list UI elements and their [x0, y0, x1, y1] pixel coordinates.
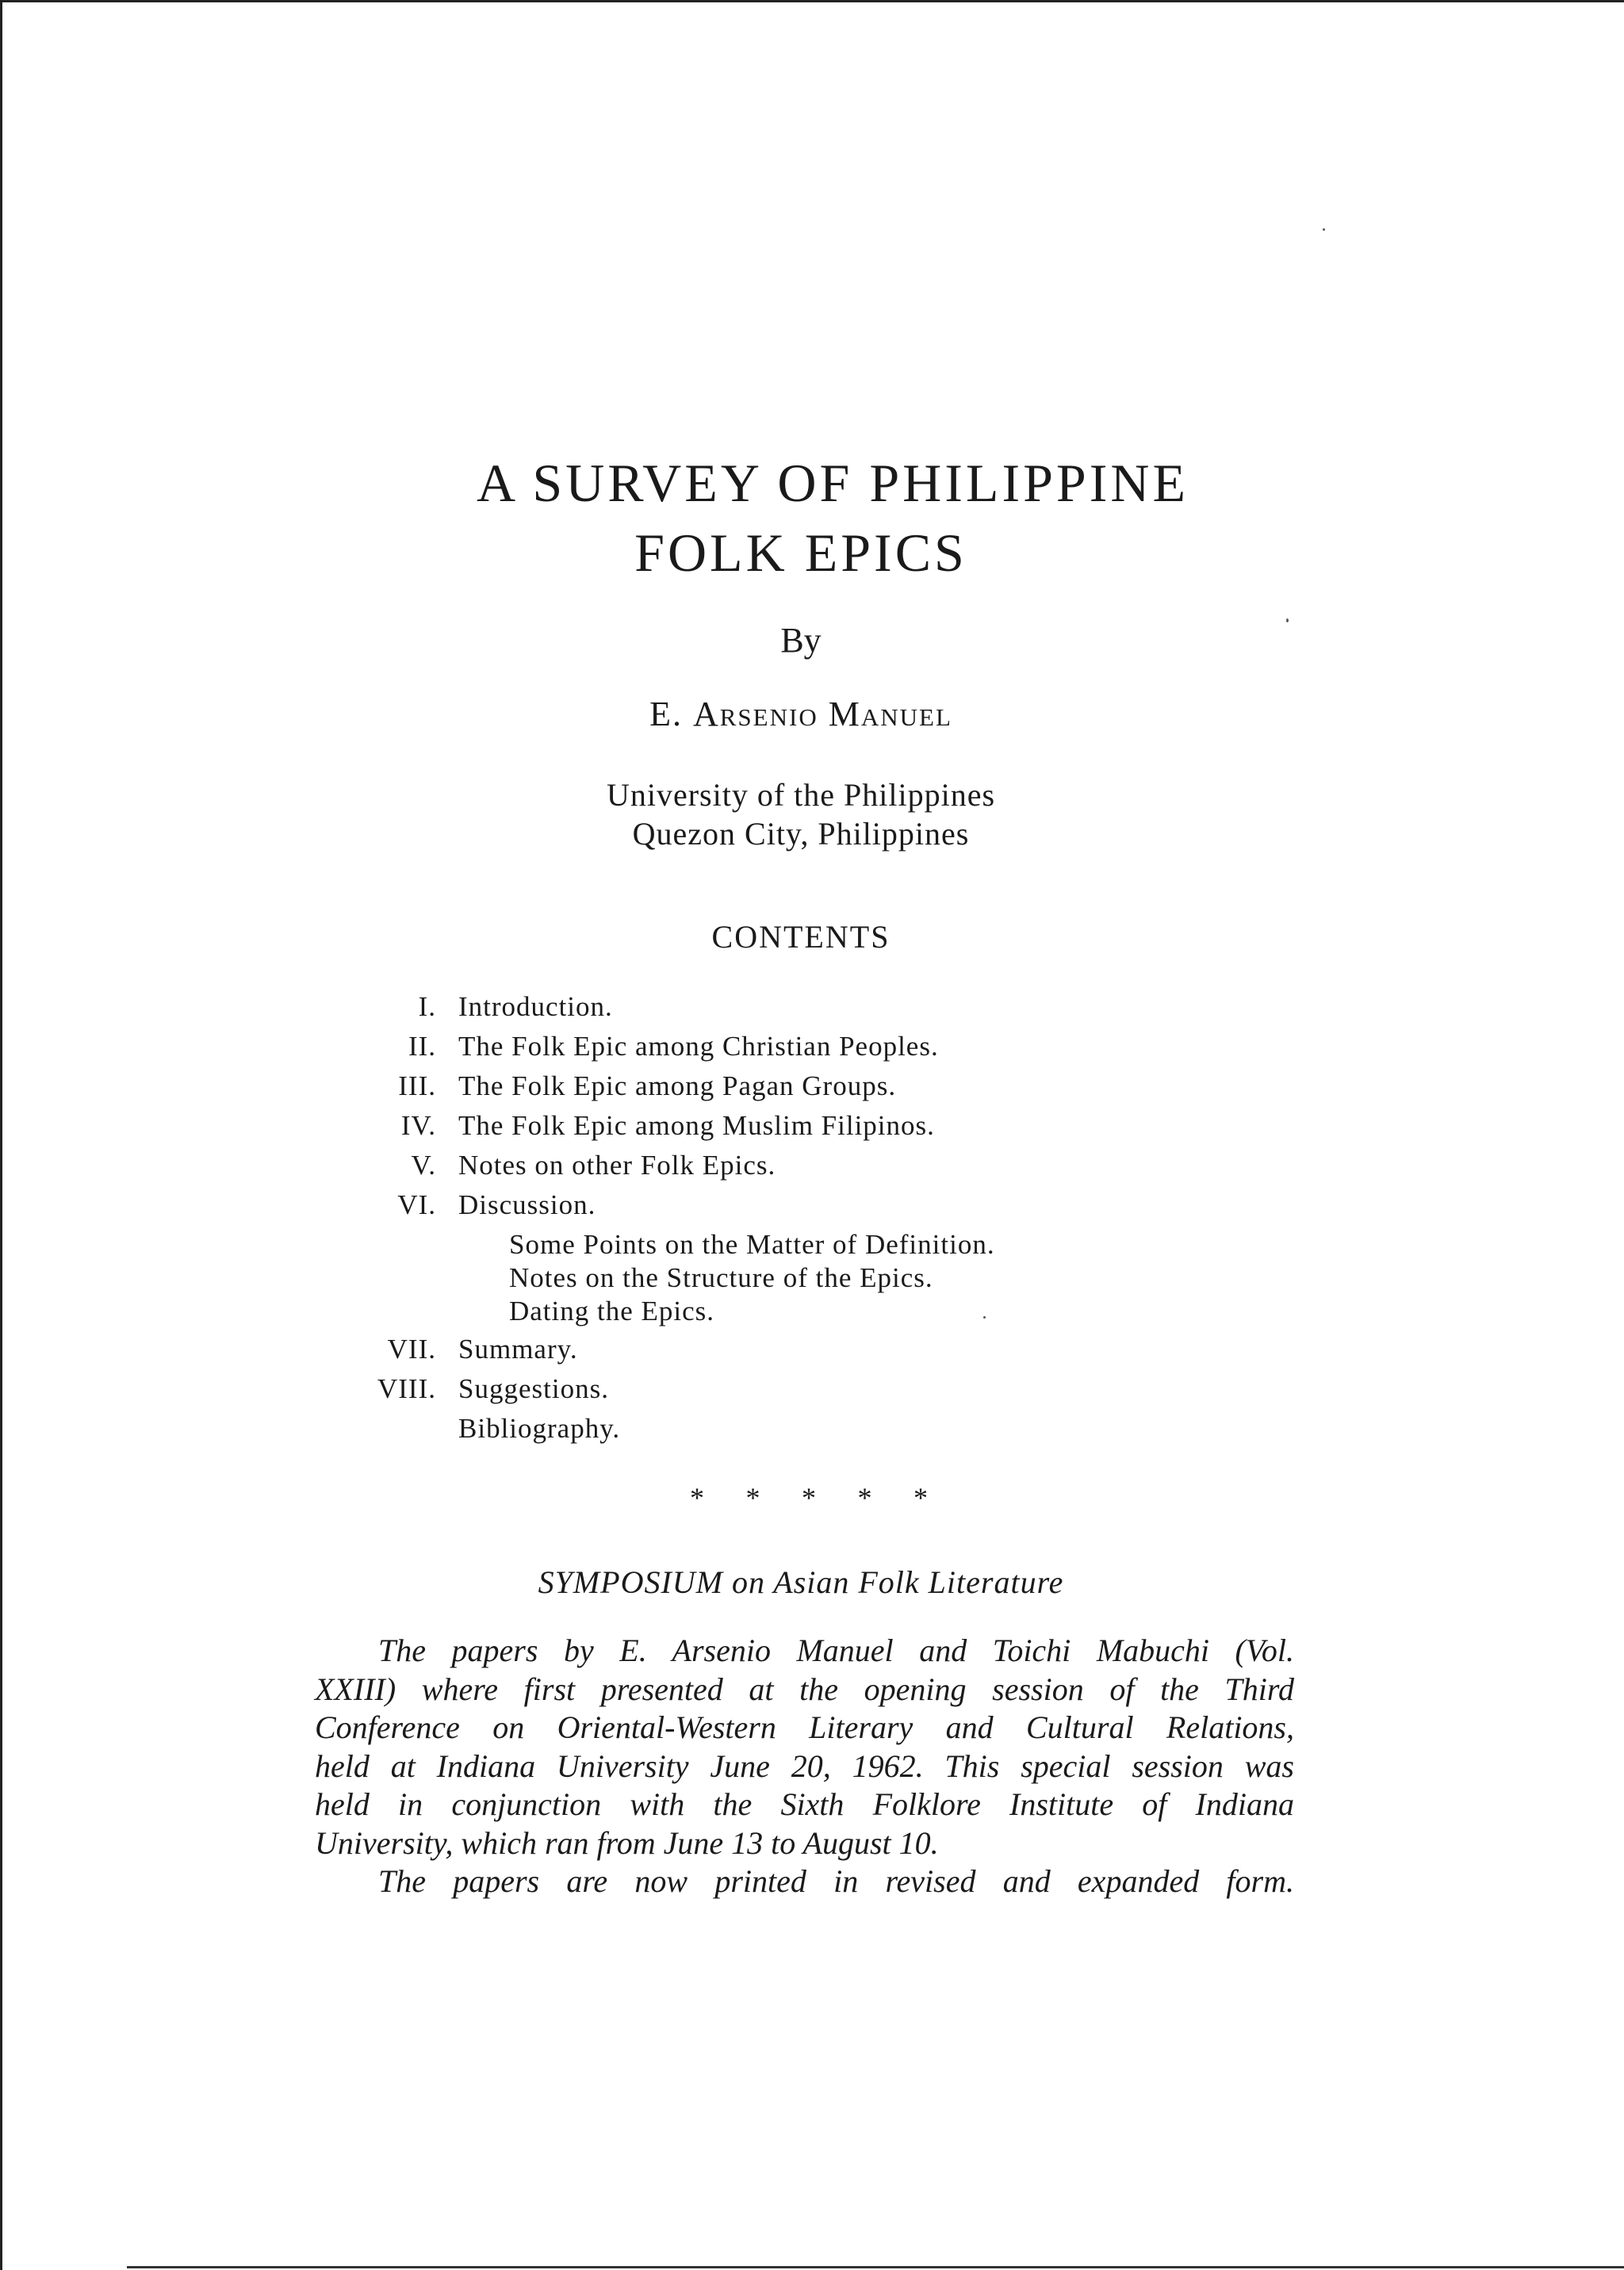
toc-subitem-label: Dating the Epics. — [509, 1296, 715, 1326]
toc-item — [0, 1108, 1624, 1143]
toc-item-label: The Folk Epic among Muslim Filipinos. — [458, 1110, 935, 1141]
byline: By — [780, 621, 822, 660]
section-separator — [690, 1481, 928, 1514]
paragraph-line: University, which ran from June 13 to August 10. — [315, 1824, 939, 1861]
author-first-name: Arsenio — [692, 695, 818, 733]
toc-item-number: I. — [418, 991, 436, 1022]
scan-speck — [1323, 228, 1325, 231]
separator-asterisk: * — [857, 1482, 872, 1514]
toc-item — [0, 1069, 1624, 1104]
toc-item — [0, 1332, 1624, 1367]
affiliation-line-1: University of the Philippines — [606, 777, 996, 813]
toc-subitem — [0, 1261, 1624, 1296]
symposium-paragraph-1 — [315, 1632, 1294, 1862]
toc-item — [0, 1029, 1624, 1064]
toc-item-label: Bibliography. — [458, 1413, 621, 1444]
paragraph-line: The papers are now printed in revised and expanded form. — [378, 1863, 1294, 1899]
toc-item-label: Summary. — [458, 1334, 578, 1365]
toc-item-label: Suggestions. — [458, 1373, 609, 1404]
paragraph-line: held at Indiana University June 20, 1962. This special session was — [315, 1747, 1294, 1784]
toc-item-label: Introduction. — [458, 991, 613, 1022]
scan-border-top — [0, 0, 1624, 2]
separator-asterisk: * — [802, 1482, 816, 1514]
toc-item-number: IV. — [400, 1110, 436, 1141]
paragraph-line: Conference on Oriental-Western Literary and Cultural Relations, — [315, 1709, 1294, 1745]
affiliation-line-2: Quezon City, Philippines — [632, 816, 970, 852]
scan-border-bottom — [127, 2266, 1624, 2268]
symposium-heading — [396, 1564, 1205, 1601]
toc-item-label: The Folk Epic among Christian Peoples. — [458, 1031, 939, 1062]
symposium-heading-rest: on Asian Folk Literature — [722, 1564, 1064, 1600]
symposium-heading-prefix: SYMPOSIUM — [538, 1564, 723, 1600]
toc-subitem-label: Notes on the Structure of the Epics. — [509, 1262, 933, 1293]
toc-item — [0, 1188, 1624, 1223]
separator-asterisk: * — [914, 1482, 928, 1514]
toc-item-number: VI. — [397, 1189, 436, 1220]
toc-item — [0, 1372, 1624, 1407]
author-name — [396, 694, 1205, 734]
toc-item — [0, 990, 1624, 1024]
contents-heading: CONTENTS — [711, 919, 891, 955]
toc-item-number: III. — [398, 1070, 436, 1101]
paper-title-line-2: FOLK EPICS — [634, 523, 967, 583]
toc-item — [0, 1148, 1624, 1183]
paper-title-line-1: A SURVEY OF PHILIPPINE — [476, 453, 1189, 513]
paragraph-line: XXIII) where first presented at the opening session of the Third — [315, 1671, 1294, 1707]
toc-subitem-label: Some Points on the Matter of Definition. — [509, 1229, 995, 1260]
scan-speck — [1286, 618, 1289, 622]
toc-item-label: Notes on other Folk Epics. — [458, 1150, 776, 1181]
toc-item — [0, 1411, 1624, 1446]
toc-subitem — [0, 1227, 1624, 1262]
toc-item-number: II. — [408, 1031, 436, 1062]
toc-item-number: VII. — [387, 1334, 436, 1365]
paragraph-line: The papers by E. Arsenio Manuel and Toichi Mabuchi (Vol. — [378, 1633, 1294, 1668]
separator-asterisk: * — [690, 1482, 704, 1514]
toc-item-label: The Folk Epic among Pagan Groups. — [458, 1070, 897, 1101]
toc-item-number: VIII. — [377, 1373, 436, 1404]
paragraph-line: held in conjunction with the Sixth Folklore Institute of Indiana — [315, 1786, 1294, 1822]
symposium-paragraph-2 — [315, 1862, 1294, 1901]
toc-subitem — [0, 1294, 1624, 1329]
separator-asterisk: * — [745, 1482, 760, 1514]
toc-item-label: Discussion. — [458, 1189, 596, 1220]
toc-item-number: V. — [411, 1150, 436, 1181]
author-last-name: Manuel — [828, 695, 952, 733]
author-initial: E. — [649, 695, 683, 733]
